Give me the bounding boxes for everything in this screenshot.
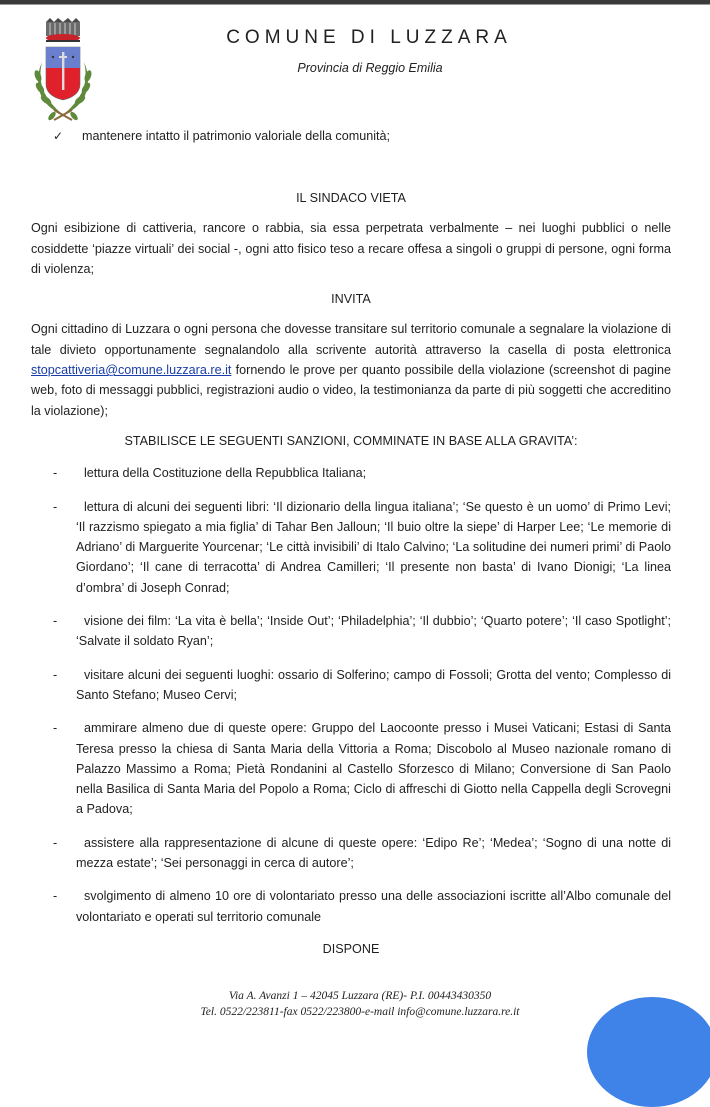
paragraph-invita (31, 319, 671, 420)
sanction-item (31, 463, 671, 483)
bullet-dash: - (53, 499, 58, 514)
heading-invita: INVITA (331, 292, 371, 307)
municipality-title: COMUNE DI LUZZARA (226, 27, 512, 48)
sanctions-list (31, 463, 671, 927)
sanction-item-text: visitare alcuni dei seguenti luoghi: ossario di Solferino; campo di Fossoli; Grotta del vento; Complesso di Santo Stefano; Museo Cervi; (76, 667, 671, 702)
sanction-item-text: svolgimento di almeno 10 ore di volontariato presso una delle associazioni iscritte all’Albo comunale del volontariato e operati sul territorio comunale (76, 889, 671, 924)
bullet-dash: - (53, 721, 58, 736)
bullet-dash: - (53, 466, 58, 481)
invita-text-before: Ogni cittadino di Luzzara o ogni persona che dovesse transitare sul territorio comunale a segnalare la violazione di tale divieto opportunamente segnalandolo alla scrivente autorità attraverso la casella di posta elettronica (31, 322, 671, 357)
bullet-dash: - (53, 667, 58, 682)
bullet-dash: - (53, 835, 58, 850)
sanction-item (31, 611, 671, 652)
bullet-dash: - (53, 614, 58, 629)
report-email-link[interactable]: stopcattiveria@comune.luzzara.re.it (31, 363, 232, 378)
heading-dispone: DISPONE (322, 941, 380, 956)
sanction-item (31, 833, 671, 874)
top-status-bar (0, 0, 710, 5)
floating-action-button[interactable] (587, 997, 710, 1107)
check-item-text: mantenere intatto il patrimonio valoriale della comunità; (82, 129, 391, 143)
checkmark-icon: ✓ (53, 129, 64, 143)
footer-contacts: Tel. 0522/223811-fax 0522/223800-e-mail info@comune.luzzara.re.it (200, 1006, 520, 1018)
province-subtitle: Provincia di Reggio Emilia (297, 61, 443, 75)
sanction-item (31, 718, 671, 819)
sanction-item-text: assistere alla rappresentazione di alcune di queste opere: ‘Edipo Re’; ‘Medea’; ‘Sogno di una notte di mezza estate’; ‘Sei personaggi in cerca di autore’; (76, 835, 671, 871)
sanction-item (31, 497, 671, 598)
sanction-item-text: lettura di alcuni dei seguenti libri: ‘Il dizionario della lingua italiana’; ‘Se questo è un uomo’ di Primo Levi; ‘Il razzismo spiegato a mia figlia’ di Tahar Ben Jalloun; ‘Il buio oltre la siepe’ di Harper Lee; ‘Le memorie di Adriano’ di Marguerite Yourcenar; ‘Le città invisibili’ di Italo Calvino; ‘La solitudine dei numeri primi’ di Paolo Giordano’; ‘Il cane di terracotta’ di Andrea Camilleri; ‘Il presente non basta’ di Ivano Dionigi; ‘La linea d’ombra’ di Joseph Conrad; (76, 499, 671, 595)
sanction-item-text: ammirare almeno due di queste opere: Gruppo del Laocoonte presso i Musei Vaticani; Estasi di Santa Teresa presso la chiesa di Santa Maria della Vittoria a Roma; Discobolo al Museo nazionale romano di Palazzo Massimo a Roma; Pietà Rondanini al Castello Sforzesco di Milano; Conversione di San Paolo nella Basilica di Santa Maria del Popolo a Roma; Ciclo di affreschi di Giotto nella Cappella degli Scrovegni a Padova; (76, 721, 671, 817)
paragraph-vieta: Ogni esibizione di cattiveria, rancore o rabbia, sia essa perpetrata verbalmente – nei luoghi pubblici o nelle cosiddette ‘piazze virtuali’ dei social -, ogni atto fisico teso a recare offesa a singoli o gruppi di persone, ogni forma di violenza; (31, 221, 671, 276)
sanction-item (31, 886, 671, 927)
footer-address: Via A. Avanzi 1 – 42045 Luzzara (RE)- P.I. 00443430350 (228, 990, 492, 1002)
sanction-item-text: visione dei film: ‘La vita è bella’; ‘Inside Out’; ‘Philadelphia’; ‘Il dubbio’; ‘Quarto potere’; ‘Il caso Spotlight’; ‘Salvate il soldato Ryan’; (76, 614, 671, 649)
heading-sindaco-vieta: IL SINDACO VIETA (296, 191, 406, 205)
sanction-item-text: lettura della Costituzione della Repubblica Italiana; (84, 466, 367, 481)
invita-text-after: fornendo le prove per quanto possibile della violazione (screenshot di pagine web, foto di messaggi pubblici, registrazioni audio o video, la testimonianza da parte di più soggetti che accreditino la violazione); (31, 363, 671, 418)
check-list-item (31, 126, 671, 146)
heading-sanzioni: STABILISCE LE SEGUENTI SANZIONI, COMMINATE IN BASE ALLA GRAVITA’: (124, 433, 578, 448)
document-body (31, 126, 671, 959)
sanction-item (31, 665, 671, 706)
bullet-dash: - (53, 889, 58, 904)
